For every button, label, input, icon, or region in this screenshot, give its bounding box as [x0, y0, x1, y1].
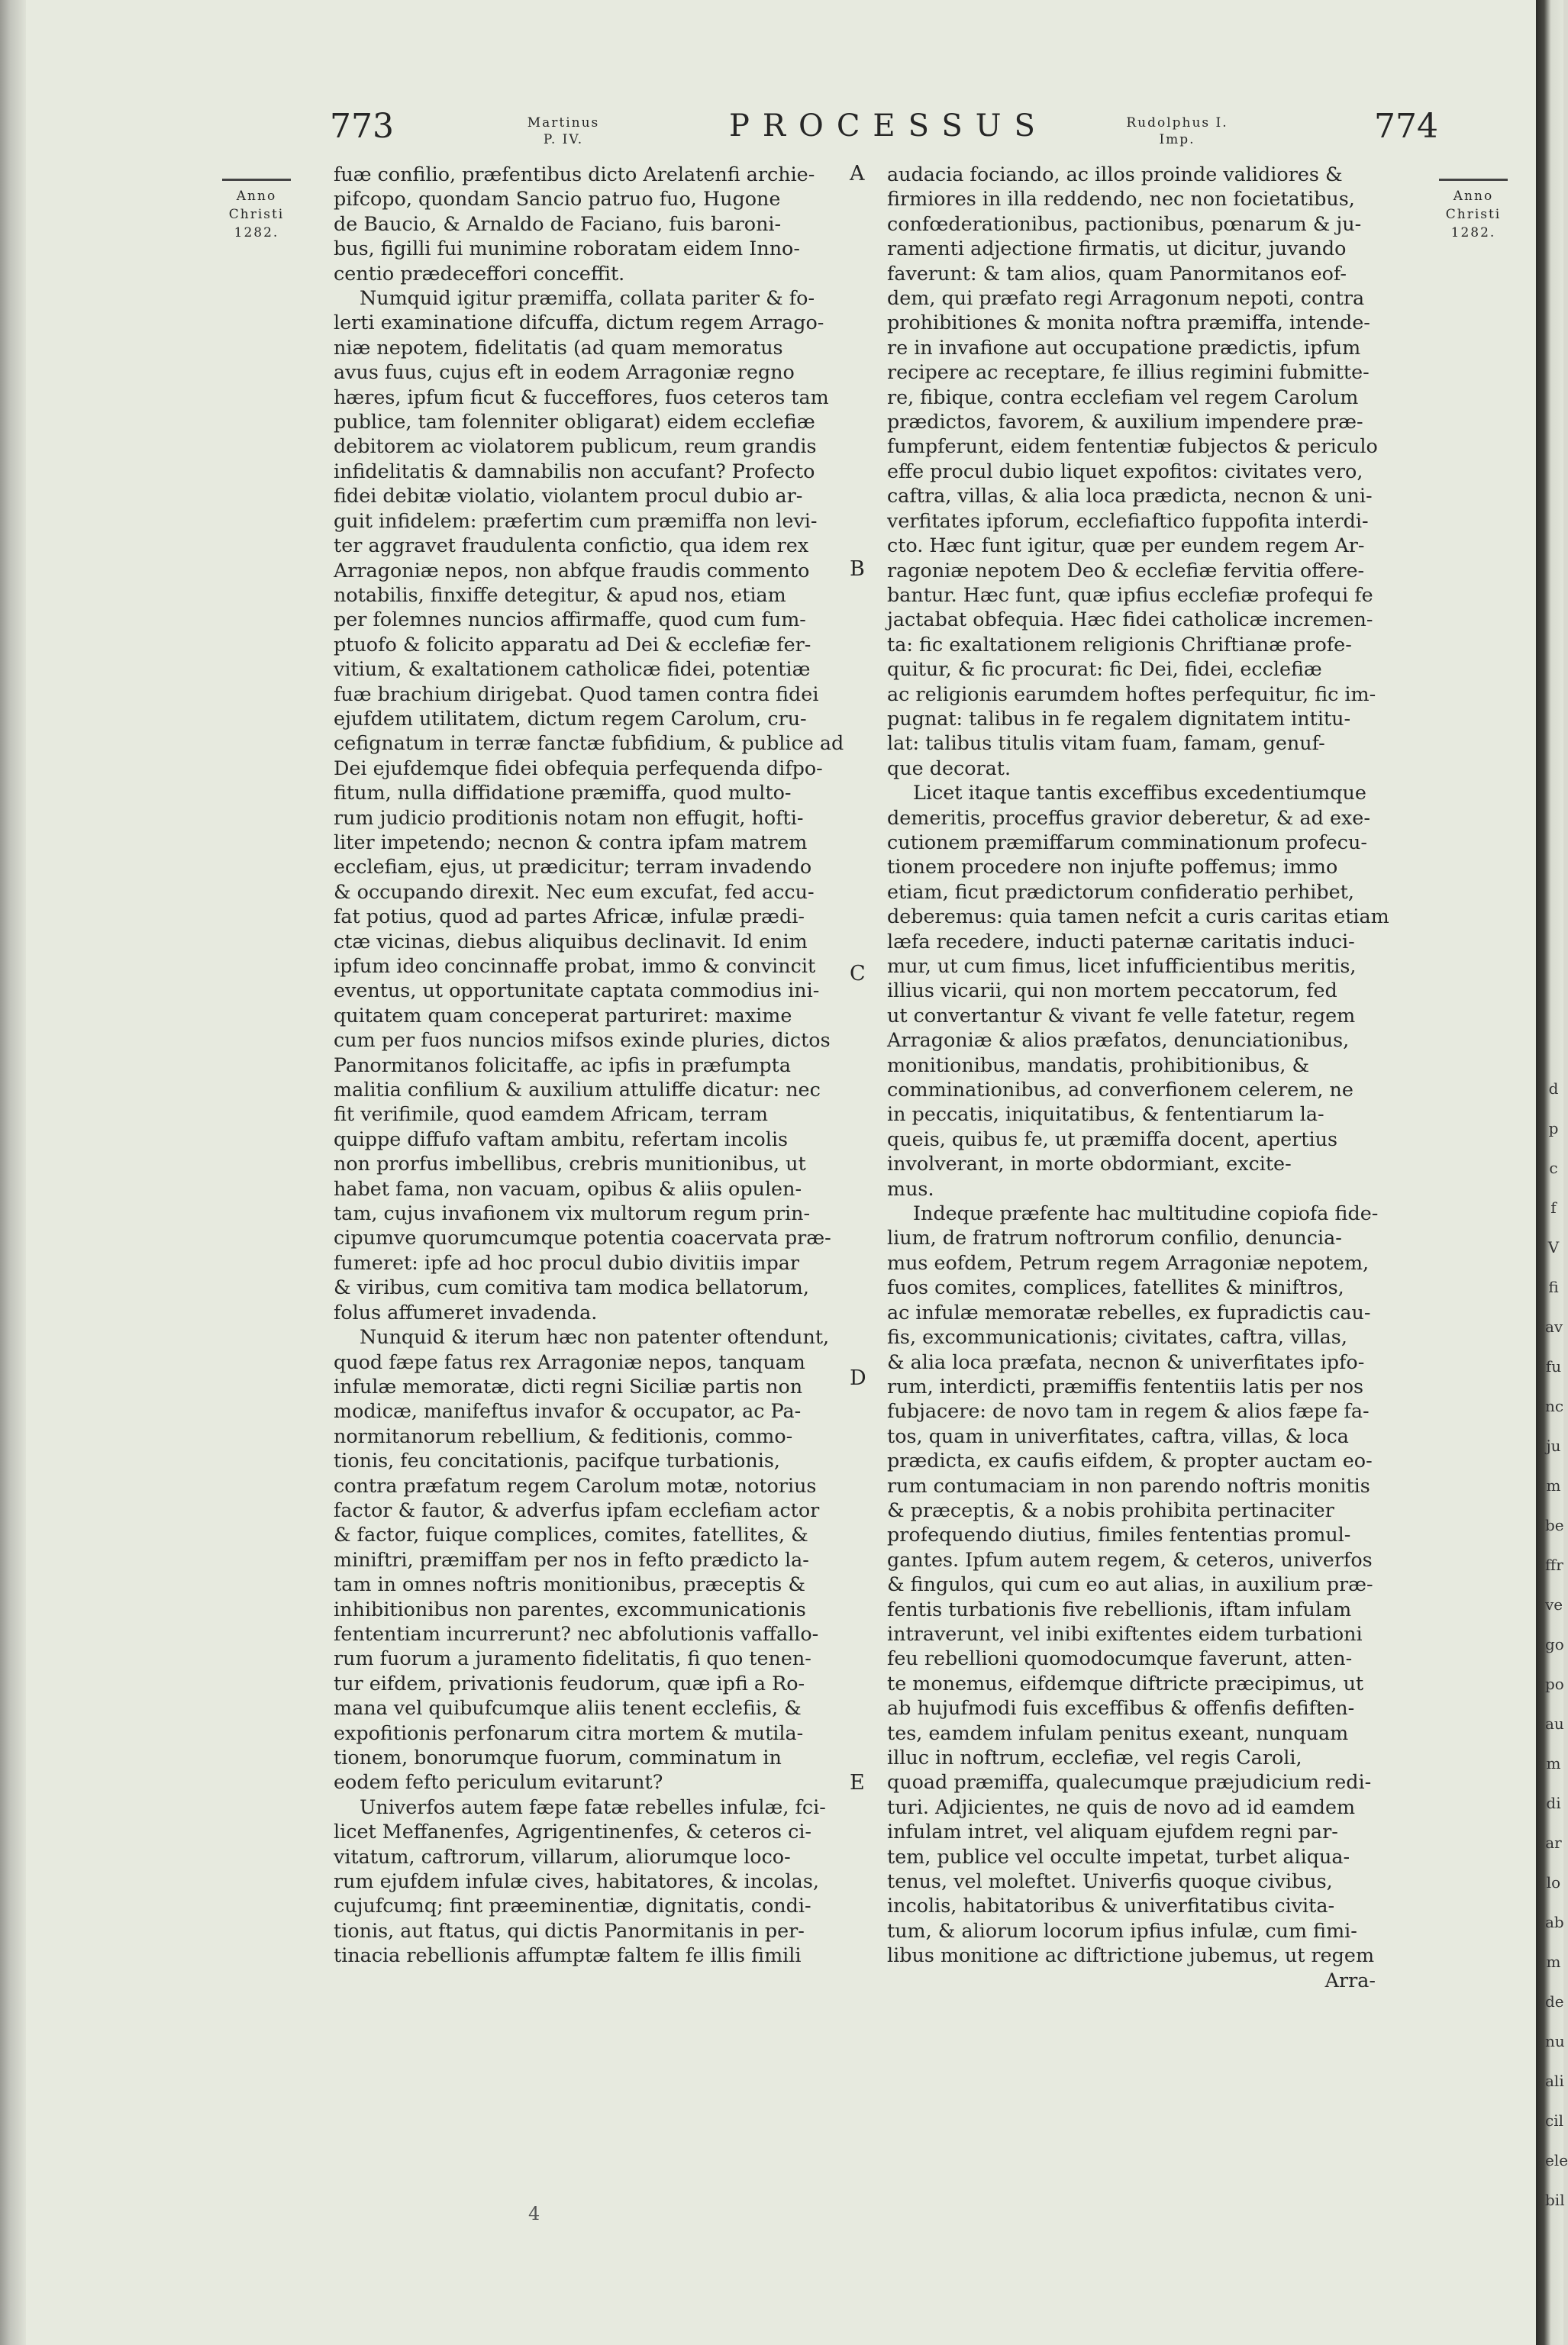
adjacent-page-fragment: m [1546, 1754, 1561, 1772]
adjacent-page-fragment: fu [1545, 1357, 1562, 1376]
text-line: Dei ejufdemque fidei obfequia perfequenda difpo- [334, 756, 823, 779]
text-line: ragoniæ nepotem Deo & ecclefiæ fervitia offere- [887, 558, 1365, 582]
text-line: factor & fautor, & adverfus ipfam ecclefiam actor [334, 1498, 820, 1521]
text-line: Arragoniæ & alios præfatos, denunciationibus, [887, 1028, 1350, 1052]
adjacent-page-fragment: bil [1545, 2191, 1565, 2209]
text-line: quitatem quam conceperat parturiret: maxime [334, 1003, 792, 1027]
text-line: ta: fic exaltationem religionis Chriftianæ profe- [887, 632, 1352, 656]
text-line: de Baucio, & Arnaldo de Faciano, fuis baroni- [334, 211, 782, 235]
text-line: & occupando direxit. Nec eum excufat, fed accu- [334, 879, 815, 903]
text-line: fat potius, quod ad partes Africæ, infulæ prædi- [334, 905, 805, 928]
text-line: recipere ac receptare, fe illius regimini fubmitte- [887, 360, 1370, 384]
text-line: quippe diffufo vaftam ambitu, refertam incolis [334, 1127, 788, 1150]
text-line: miniftri, præmiffam per nos in fefto prædicto la- [334, 1547, 809, 1571]
footer-mark: 4 [528, 2203, 540, 2224]
adjacent-page-fragment: V [1547, 1238, 1560, 1256]
text-line: caftra, villas, & alia loca prædicta, necnon & uni- [887, 484, 1373, 508]
text-line: fentis turbationis five rebellionis, iftam infulam [887, 1597, 1352, 1621]
text-line: rum ejufdem infulæ cives, habitatores, & incolas, [334, 1869, 819, 1893]
text-line: ter aggravet fraudulenta confictio, qua idem rex [334, 534, 809, 557]
text-line: tam, cujus invafionem vix multorum regum prin- [334, 1202, 811, 1225]
text-line: cto. Hæc funt igitur, quæ per eundem regem Ar- [887, 534, 1365, 557]
text-line: profequendo diutius, fimiles fententias promul- [887, 1523, 1351, 1547]
text-line: bantur. Hæc funt, quæ ipfius ecclefiæ profequi fe [887, 582, 1373, 606]
text-line: per folemnes nuncios affirmaffe, quod cum fum- [334, 608, 806, 631]
text-line: cefignatum in terræ fanctæ fubfidium, & publice ad [334, 731, 844, 755]
text-line: & viribus, cum comitiva tam modica bellatorum, [334, 1276, 809, 1299]
text-line: in peccatis, iniquitatibus, & fententiarum la- [887, 1102, 1324, 1126]
text-line: cutionem præmiffarum comminationum profecu- [887, 830, 1367, 853]
text-line: tionem, bonorumque fuorum, comminatum in [334, 1746, 782, 1769]
text-line: deberemus: quia tamen nefcit a curis caritas etiam [887, 905, 1389, 928]
text-line: ejufdem utilitatem, dictum regem Carolum, cru- [334, 706, 807, 730]
margin-note-line: Anno [236, 189, 277, 204]
text-line: ctæ vicinas, diebus aliquibus declinavit. Id enim [334, 929, 808, 953]
page-title: PROCESSUS [729, 108, 1048, 144]
margin-note-line: Christi [228, 207, 285, 222]
margin-rule [1439, 179, 1508, 181]
text-line: prædicta, ex caufis eifdem, & propter auctam eo- [887, 1449, 1373, 1472]
text-line: intraverunt, vel inibi exiftentes eidem turbationi [887, 1621, 1363, 1645]
text-line: eodem fefto periculum evitarunt? [334, 1770, 663, 1794]
text-line: lium, de fratrum noftrorum confilio, denuncia- [887, 1226, 1342, 1250]
adjacent-page-fragment: ele [1545, 2151, 1568, 2169]
text-line: rum fuorum a juramento fidelitatis, fi quo tenen- [334, 1647, 811, 1670]
right-page-number: 774 [1374, 107, 1438, 146]
text-line: tes, eamdem infulam penitus exeant, nunquam [887, 1721, 1349, 1744]
adjacent-page-fragment: ar [1545, 1834, 1562, 1852]
adjacent-page-fragment: au [1545, 1714, 1564, 1733]
adjacent-page-fragment: fi [1548, 1278, 1559, 1296]
text-line: publice, tam folenniter obligarat) eidem ecclefiæ [334, 410, 815, 434]
adjacent-page-fragment: nu [1545, 2032, 1565, 2050]
text-line: Licet itaque tantis exceffibus excedentiumque [913, 781, 1366, 805]
text-line: Nunquid & iterum hæc non patenter oftendunt, [360, 1325, 830, 1349]
adjacent-page-fragment: ab [1545, 1913, 1564, 1931]
text-line: habet fama, non vacuam, opibus & aliis opulen- [334, 1176, 802, 1200]
adjacent-page-fragment: lo [1546, 1873, 1561, 1892]
text-line: ecclefiam, ejus, ut prædicitur; terram invadendo [334, 855, 812, 879]
running-head-line: Martinus [527, 115, 600, 131]
text-line: etiam, ficut prædictorum confideratio perhibet, [887, 879, 1354, 903]
text-line: Indeque præfente hac multitudine copiofa fide- [913, 1202, 1379, 1225]
adjacent-page-fragment: d [1548, 1079, 1559, 1098]
text-line: infulam intret, vel aliquam ejufdem regni par- [887, 1820, 1338, 1843]
text-line: malitia confilium & auxilium attuliffe dicatur: nec [334, 1078, 821, 1102]
text-line: illius vicarii, qui non mortem peccatorum, fed [887, 979, 1337, 1002]
adjacent-page-fragment: cil [1545, 2111, 1563, 2130]
margin-rule [222, 179, 291, 181]
text-line: effe procul dubio liquet expofitos: civitates vero, [887, 459, 1363, 482]
text-line: mana vel quibufcumque aliis tenent ecclefiis, & [334, 1696, 802, 1720]
text-line: licet Meffanenfes, Agrigentinenfes, & ceteros ci- [334, 1820, 812, 1843]
text-line: inhibitionibus non parentes, excommunicationis [334, 1597, 806, 1621]
text-line: tinacia rebellionis affumptæ faltem fe illis fimili [334, 1943, 802, 1967]
text-line: fuæ brachium dirigebat. Quod tamen contra fidei [334, 682, 819, 705]
book-binding-edge [0, 0, 26, 2345]
adjacent-page-fragment: nc [1545, 1397, 1564, 1415]
text-line: quod fæpe fatus rex Arragoniæ nepos, tanquam [334, 1350, 805, 1373]
text-line: liter impetendo; necnon & contra ipfam matrem [334, 830, 808, 853]
text-line: ac infulæ memoratæ rebelles, ex fupradictis cau- [887, 1300, 1371, 1324]
text-line: contra præfatum regem Carolum motæ, notorius [334, 1473, 817, 1497]
text-line: fitum, nulla diffidatione præmiffa, quod multo- [334, 781, 792, 805]
section-marker-e: E [850, 1771, 865, 1795]
adjacent-page-fragment: m [1546, 1953, 1561, 1971]
margin-note-line: Anno [1453, 189, 1494, 204]
text-line: que decorat. [887, 756, 1011, 779]
text-line: debitorem ac violatorem publicum, reum grandis [334, 434, 817, 458]
text-line: prohibitiones & monita noftra præmiffa, intende- [887, 311, 1370, 334]
left-text-column [334, 162, 844, 1968]
text-line: fententiam incurrerunt? nec abfolutionis vaffallo- [334, 1621, 819, 1645]
text-line: lerti examinatione difcuffa, dictum regem Arrago- [334, 311, 824, 334]
text-line: ramenti adjectione firmatis, ut dicitur, juvando [887, 237, 1347, 260]
adjacent-page-fragment: c [1549, 1159, 1558, 1177]
text-line: rum judicio proditionis notam non effugit, hofti- [334, 805, 804, 829]
text-line: fubjacere: de novo tam in regem & alios fæpe fa- [887, 1399, 1370, 1423]
text-line: mus. [887, 1176, 934, 1200]
text-line: tos, quam in univerfitates, caftra, villas, & loca [887, 1424, 1349, 1447]
right-running-head [1108, 115, 1246, 148]
text-line: fidei debitæ violatio, violantem procul dubio ar- [334, 484, 803, 508]
section-marker-d: D [850, 1366, 866, 1390]
text-line: centio prædeceffori conceffit. [334, 261, 625, 285]
text-line: fumpferunt, eidem fententiæ fubjectos & periculo [887, 434, 1378, 458]
adjacent-page-fragment: p [1548, 1119, 1559, 1137]
text-line: mus eofdem, Petrum regem Arragoniæ nepotem, [887, 1250, 1370, 1274]
text-line: Numquid igitur præmiffa, collata pariter & fo- [360, 286, 815, 310]
text-line: pifcopo, quondam Sancio patruo fuo, Hugone [334, 187, 781, 211]
adjacent-page-fragment: av [1545, 1318, 1563, 1336]
adjacent-page-fragment: m [1546, 1476, 1561, 1495]
text-line: ab hujufmodi fuis exceffibus & offenfis defiften- [887, 1696, 1355, 1720]
text-line: læfa recedere, inducti paternæ caritatis induci- [887, 929, 1355, 953]
text-line: rum contumaciam in non parendo noftris monitis [887, 1473, 1370, 1497]
text-line: illuc in noftrum, ecclefiæ, vel regis Caroli, [887, 1746, 1302, 1769]
text-line: fit verifimile, quod eamdem Africam, terram [334, 1102, 768, 1126]
adjacent-page-fragment: go [1545, 1635, 1564, 1653]
text-line: fis, excommunicationis; civitates, caftra, villas, [887, 1325, 1347, 1349]
left-margin-year-note [208, 179, 305, 242]
running-head-line: Imp. [1159, 132, 1195, 147]
margin-note-line: 1282. [234, 225, 279, 240]
left-running-head [502, 115, 624, 148]
adjacent-page-fragment: ve [1545, 1595, 1563, 1614]
text-line: expofitionis perfonarum citra mortem & mutila- [334, 1721, 804, 1744]
running-head-line: P. IV. [543, 132, 584, 147]
text-line: tionem procedere non injufte poffemus; immo [887, 855, 1338, 879]
text-line: tum, & aliorum locorum ipfius infulæ, cum fimi- [887, 1918, 1357, 1942]
text-line: libus monitione ac diftrictione jubemus, ut regem [887, 1943, 1375, 1967]
text-line: cum per fuos nuncios mifsos exinde pluries, dictos [334, 1028, 831, 1052]
text-line: ipfum ideo concinnaffe probat, immo & convincit [334, 954, 816, 977]
adjacent-page-fragment: be [1545, 1516, 1564, 1534]
adjacent-page-fragment: ali [1545, 2072, 1564, 2090]
adjacent-page-fragment: f [1550, 1198, 1557, 1217]
text-line: Arragoniæ nepos, non abfque fraudis commento [334, 558, 810, 582]
text-line: ut convertantur & vivant fe velle fatetur, regem [887, 1003, 1356, 1027]
text-line: vitatum, caftrorum, villarum, aliorumque loco- [334, 1844, 791, 1868]
text-line: re in invafione aut occupatione prædictis, ipfum [887, 335, 1361, 359]
adjacent-page-fragment: ffr [1545, 1556, 1563, 1574]
text-line: mur, ut cum fimus, licet infufficientibus meritis, [887, 954, 1357, 977]
text-line: tam in omnes noftris monitionibus, præceptis & [334, 1572, 805, 1596]
left-page-number: 773 [330, 107, 394, 146]
text-line: tionis, feu concitationis, pacifque turbationis, [334, 1449, 781, 1472]
text-line: vitium, & exaltationem catholicæ fidei, potentiæ [334, 657, 811, 681]
text-line: incolis, habitatoribus & univerfitatibus civita- [887, 1894, 1335, 1918]
text-line: notabilis, finxiffe detegitur, & apud nos, etiam [334, 582, 786, 606]
text-line: verfitates ipforum, ecclefiaftico fuppofita interdi- [887, 508, 1369, 532]
text-line: tem, publice vel occulte impetat, turbet aliqua- [887, 1844, 1350, 1868]
text-line: gantes. Ipfum autem regem, & ceteros, univerfos [887, 1547, 1373, 1571]
text-line: Univerfos autem fæpe fatæ rebelles infulæ, fci- [360, 1795, 826, 1818]
text-line: audacia fociando, ac illos proinde validiores & [887, 163, 1343, 185]
text-line: guit infidelem: præfertim cum præmiffa non levi- [334, 508, 818, 532]
text-line: lat: talibus titulis vitam fuam, famam, genuf- [887, 731, 1325, 755]
text-line: tur eifdem, privationis feudorum, quæ ipfi a Ro- [334, 1671, 805, 1695]
text-line: jactabat obfequia. Hæc fidei catholicæ incremen- [887, 608, 1373, 631]
text-line: avus fuus, cujus eft in eodem Arragoniæ regno [334, 360, 795, 384]
text-line: infulæ memoratæ, dicti regni Siciliæ partis non [334, 1374, 803, 1398]
margin-note-line: Christi [1445, 207, 1502, 222]
text-line: quoad præmiffa, qualecumque præjudicium redi- [887, 1770, 1372, 1794]
text-line: te monemus, eifdemque diftricte præcipimus, ut [887, 1671, 1364, 1695]
text-line: & alia loca præfata, necnon & univerfitates ipfo- [887, 1350, 1365, 1373]
adjacent-page-fragment: di [1546, 1794, 1561, 1812]
text-line: cujufcumq; fint præeminentiæ, dignitatis, condi- [334, 1894, 811, 1918]
text-line: fuos comites, complices, fatellites & miniftros, [887, 1276, 1344, 1299]
margin-note-line: 1282. [1450, 225, 1496, 240]
text-line: normitanorum rebellium, & feditionis, commo- [334, 1424, 793, 1447]
text-line: modicæ, manifeftus invafor & occupator, ac Pa- [334, 1399, 802, 1423]
text-line: niæ nepotem, fidelitatis (ad quam memoratus [334, 335, 783, 359]
text-line: firmiores in illa reddendo, nec non focietatibus, [887, 187, 1355, 211]
text-line: involverant, in morte obdormiant, excite- [887, 1152, 1292, 1176]
text-line: prædictos, favorem, & auxilium impendere præ- [887, 410, 1363, 434]
text-line: tionis, aut ftatus, qui dictis Panormitanis in per- [334, 1918, 805, 1942]
text-line: infidelitatis & damnabilis non accufant? Profecto [334, 459, 815, 482]
text-line: & fingulos, qui cum eo aut alias, in auxilium præ- [887, 1572, 1373, 1596]
text-line: queis, quibus fe, ut præmiffa docent, apertius [887, 1127, 1337, 1150]
text-line: cipumve quorumcumque potentia coacervata præ- [334, 1226, 831, 1250]
text-line: folus affumeret invadenda. [334, 1300, 598, 1324]
adjacent-page-fragment: de [1545, 1992, 1564, 2011]
text-line: confœderationibus, pactionibus, pœnarum & ju- [887, 211, 1362, 235]
adjacent-page-fragments [1545, 1069, 1568, 2220]
text-line: faverunt: & tam alios, quam Panormitanos eof- [887, 261, 1347, 285]
text-line: Arra- [1324, 1968, 1376, 1992]
section-marker-c: C [850, 962, 866, 985]
text-line: comminationibus, ad converfionem celerem, ne [887, 1078, 1353, 1102]
adjacent-page-edge [1536, 0, 1568, 2345]
text-line: rum, interdicti, præmiffis fententiis latis per nos [887, 1374, 1364, 1398]
text-line: pugnat: talibus in fe regalem dignitatem intitu- [887, 706, 1351, 730]
right-margin-year-note [1424, 179, 1522, 242]
running-head-line: Rudolphus I. [1126, 115, 1228, 131]
text-line: non prorfus imbellibus, crebris munitionibus, ut [334, 1152, 806, 1176]
text-line: re, fibique, contra ecclefiam vel regem Carolum [887, 385, 1359, 408]
right-text-column [887, 162, 1391, 1992]
text-line: demeritis, proceffus gravior deberetur, & ad exe- [887, 805, 1370, 829]
text-line: Panormitanos folicitaffe, ac ipfis in præfumpta [334, 1053, 792, 1076]
text-line: feu rebellioni quomodocumque faverunt, atten- [887, 1647, 1353, 1670]
text-line: ptuofo & folicito apparatu ad Dei & ecclefiæ fer- [334, 632, 811, 656]
text-line: hæres, ipfum ficut & fucceffores, fuos ceteros tam [334, 385, 829, 408]
text-line: turi. Adjicientes, ne quis de novo ad id eamdem [887, 1795, 1356, 1818]
text-line: & factor, fuique complices, comites, fatellites, & [334, 1523, 808, 1547]
text-line: dem, qui præfato regi Arragonum nepoti, contra [887, 286, 1365, 310]
text-line: tenus, vel moleftet. Univerfis quoque civibus, [887, 1869, 1333, 1893]
section-marker-b: B [850, 557, 865, 581]
text-line: & præceptis, & a nobis prohibita pertinaciter [887, 1498, 1334, 1521]
section-marker-a: A [850, 162, 865, 185]
text-line: fuæ confilio, præfentibus dicto Arelatenfi archie- [334, 163, 815, 185]
text-line: quitur, & fic procurat: fic Dei, fidei, ecclefiæ [887, 657, 1322, 681]
text-line: bus, figilli fui munimine roboratam eidem Inno- [334, 237, 800, 260]
text-line: ac religionis earumdem hoftes perfequitur, fic im- [887, 682, 1376, 705]
text-line: monitionibus, mandatis, prohibitionibus, & [887, 1053, 1310, 1076]
adjacent-page-fragment: ju [1546, 1437, 1561, 1455]
text-line: eventus, ut opportunitate captata commodius ini- [334, 979, 820, 1002]
text-line: fumeret: ipfe ad hoc procul dubio divitiis impar [334, 1250, 799, 1274]
adjacent-page-fragment: po [1545, 1675, 1564, 1693]
